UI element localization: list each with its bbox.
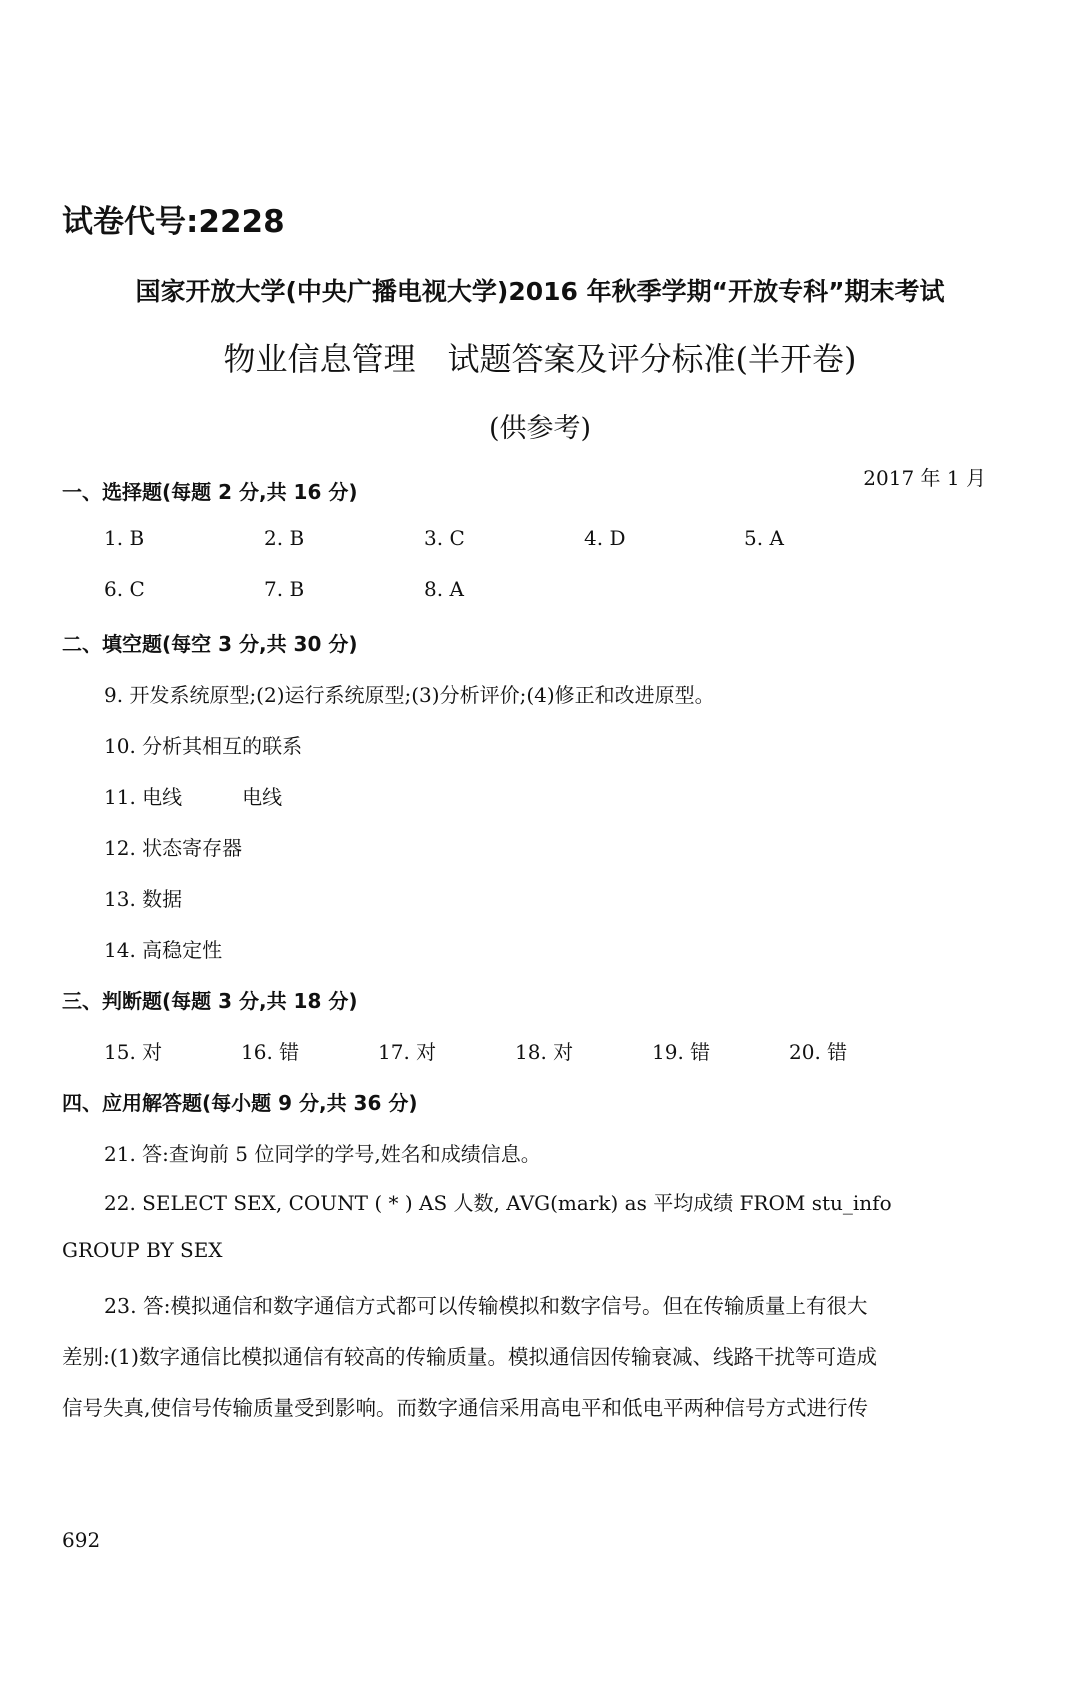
answer-line: 14. 高稳定性	[104, 938, 223, 962]
page-number: 692	[62, 1528, 101, 1552]
answer-item: 7. B	[264, 577, 305, 601]
answer-item: 16. 错	[241, 1040, 300, 1064]
answer-line: 12. 状态寄存器	[104, 836, 243, 860]
answer-item: 18. 对	[515, 1040, 574, 1064]
answer-item: 3. C	[424, 526, 465, 550]
reference-note: (供参考)	[488, 413, 592, 444]
course-title: 物业信息管理 试题答案及评分标准(半开卷)	[223, 340, 857, 378]
answer-line: 10. 分析其相互的联系	[104, 734, 303, 758]
section-heading-application: 四、应用解答题(每小题 9 分,共 36 分)	[62, 1091, 418, 1115]
answer-item: 20. 错	[789, 1040, 848, 1064]
section-heading-choice: 一、选择题(每题 2 分,共 16 分)	[62, 480, 358, 504]
answer-item: 17. 对	[378, 1040, 437, 1064]
answer-item: 8. A	[424, 577, 464, 601]
answer-item: 19. 错	[652, 1040, 711, 1064]
answer-line: 差别:(1)数字通信比模拟通信有较高的传输质量。模拟通信因传输衰减、线路干扰等可造成	[62, 1345, 877, 1369]
exam-title: 国家开放大学(中央广播电视大学)2016 年秋季学期“开放专科”期末考试	[135, 277, 945, 306]
section-heading-fill-in: 二、填空题(每空 3 分,共 30 分)	[62, 632, 358, 656]
answer-line: 21. 答:查询前 5 位同学的学号,姓名和成绩信息。	[104, 1142, 541, 1166]
answer-item: 4. D	[584, 526, 626, 550]
section-heading-judgment: 三、判断题(每题 3 分,共 18 分)	[62, 989, 358, 1013]
answer-item: 1. B	[104, 526, 145, 550]
answer-line: 23. 答:模拟通信和数字通信方式都可以传输模拟和数字信号。但在传输质量上有很大	[104, 1294, 868, 1318]
answer-item: 5. A	[744, 526, 784, 550]
answer-line: 22. SELECT SEX, COUNT ( * ) AS 人数, AVG(mark) as 平均成绩 FROM stu_info	[104, 1191, 892, 1215]
answer-item: 2. B	[264, 526, 305, 550]
answer-line: 11. 电线 电线	[104, 785, 283, 809]
answer-line: 信号失真,使信号传输质量受到影响。而数字通信采用高电平和低电平两种信号方式进行传	[62, 1396, 869, 1420]
answer-item: 6. C	[104, 577, 145, 601]
answer-line: 9. 开发系统原型;(2)运行系统原型;(3)分析评价;(4)修正和改进原型。	[104, 683, 715, 707]
exam-date: 2017 年 1 月	[863, 466, 986, 490]
exam-code: 试卷代号:2228	[62, 204, 285, 240]
answer-line: GROUP BY SEX	[62, 1238, 223, 1262]
answer-line: 13. 数据	[104, 887, 183, 911]
answer-item: 15. 对	[104, 1040, 163, 1064]
